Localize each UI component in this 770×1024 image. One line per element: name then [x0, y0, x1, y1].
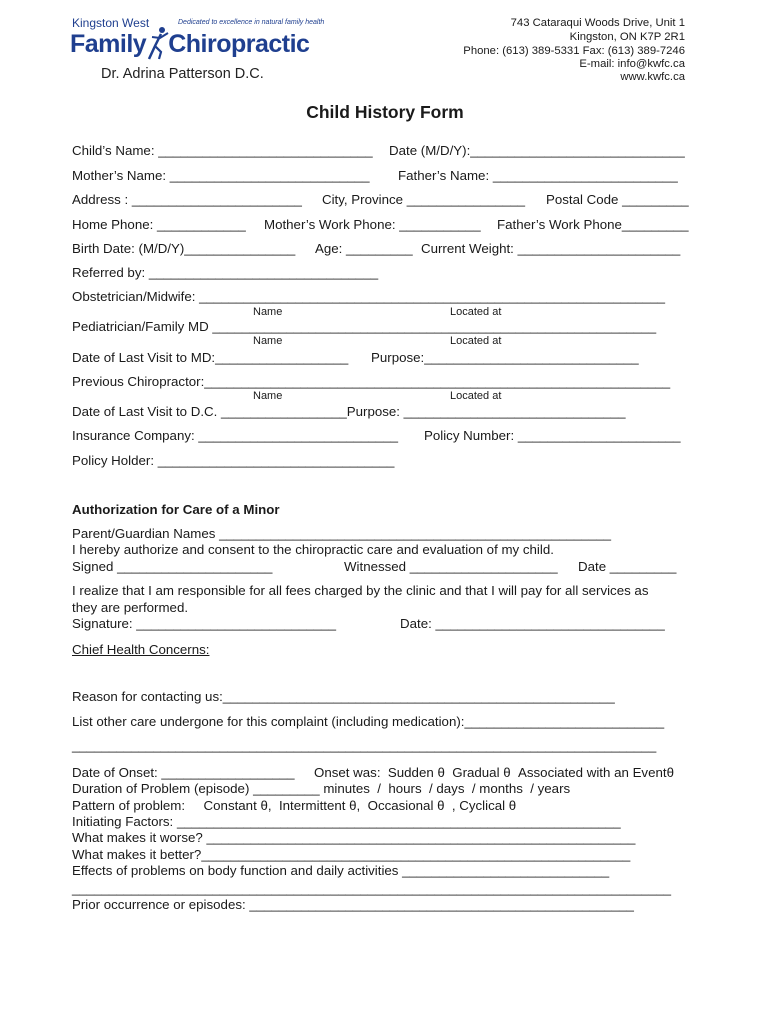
other-care-continued[interactable]: _______________________________________________________________________________ [72, 738, 657, 753]
pediatrician-name-label: Name [253, 335, 283, 347]
signature-field[interactable]: Signature: ___________________________ [72, 616, 336, 631]
date-field[interactable]: Date (M/D/Y):_____________________________ [389, 143, 685, 158]
mothers-work-phone-field[interactable]: Mother’s Work Phone: ___________ [264, 217, 481, 232]
age-field[interactable]: Age: _________ [315, 241, 413, 256]
phone-fax: Phone: (613) 389-5331 Fax: (613) 389-7246 [463, 45, 685, 57]
chiropractor-name-label: Name [253, 390, 283, 402]
logo-tagline: Dedicated to excellence in natural family health [178, 19, 325, 26]
signed-field[interactable]: Signed _____________________ [72, 559, 273, 574]
makes-worse-field[interactable]: What makes it worse? __________________________________________________________ [72, 830, 636, 845]
doctor-name: Dr. Adrina Patterson D.C. [101, 66, 264, 82]
logo-figure-icon [144, 26, 170, 60]
purpose-md-field[interactable]: Purpose:_____________________________ [371, 350, 639, 365]
logo-word-family: Family [70, 30, 147, 58]
logo-wordmark [70, 26, 309, 60]
previous-chiropractor-field[interactable]: Previous Chiropractor:_______________________________________________________________ [72, 374, 671, 389]
guardian-names-field[interactable]: Parent/Guardian Names _____________________________________________________ [72, 526, 612, 541]
birth-date-field[interactable]: Birth Date: (M/D/Y)_______________ [72, 241, 296, 256]
effects-continued[interactable]: _________________________________________________________________________________ [72, 881, 672, 896]
chiropractor-location-label: Located at [450, 390, 502, 402]
consent-statement: I hereby authorize and consent to the chiropractic care and evaluation of my child. [72, 542, 554, 557]
effects-field[interactable]: Effects of problems on body function and daily activities ____________________________ [72, 863, 610, 878]
form-title: Child History Form [306, 102, 464, 122]
pattern-options[interactable]: Pattern of problem: Constant θ, Intermittent θ, Occasional θ , Cyclical θ [72, 798, 517, 813]
insurance-company-field[interactable]: Insurance Company: ___________________________ [72, 428, 399, 443]
chief-concerns-heading: Chief Health Concerns: [72, 642, 210, 657]
website: www.kwfc.ca [620, 71, 685, 83]
authorization-heading: Authorization for Care of a Minor [72, 502, 280, 517]
current-weight-field[interactable]: Current Weight: ______________________ [421, 241, 681, 256]
address-line-1: 743 Cataraqui Woods Drive, Unit 1 [510, 17, 685, 29]
logo-word-chiropractic: Chiropractic [168, 30, 310, 58]
last-visit-dc-field[interactable]: Date of Last Visit to D.C. _________________Purpose: ______________________________ [72, 404, 626, 419]
onset-type-options[interactable]: Onset was: Sudden θ Gradual θ Associated with an Eventθ [314, 765, 674, 780]
onset-date-field[interactable]: Date of Onset: __________________ [72, 765, 295, 780]
fathers-work-phone-field[interactable]: Father’s Work Phone_________ [497, 217, 689, 232]
postal-code-field[interactable]: Postal Code _________ [546, 192, 689, 207]
reason-field[interactable]: Reason for contacting us:_____________________________________________________ [72, 689, 615, 704]
email: E-mail: info@kwfc.ca [579, 58, 685, 70]
policy-number-field[interactable]: Policy Number: ______________________ [424, 428, 681, 443]
makes-better-field[interactable]: What makes it better?__________________________________________________________ [72, 847, 631, 862]
obstetrician-field[interactable]: Obstetrician/Midwife: _______________________________________________________________ [72, 289, 665, 304]
fees-statement-line1: I realize that I am responsible for all fees charged by the clinic and that I will pay for all services as [72, 583, 649, 598]
home-phone-field[interactable]: Home Phone: ____________ [72, 217, 246, 232]
last-visit-md-field[interactable]: Date of Last Visit to MD:__________________ [72, 350, 349, 365]
other-care-field[interactable]: List other care undergone for this complaint (including medication):___________________________ [72, 714, 665, 729]
duration-field[interactable]: Duration of Problem (episode) _________ minutes / hours / days / months / years [72, 781, 571, 796]
obstetrician-location-label: Located at [450, 306, 502, 318]
prior-occurrence-field[interactable]: Prior occurrence or episodes: ____________________________________________________ [72, 897, 634, 912]
witnessed-field[interactable]: Witnessed ____________________ [344, 559, 558, 574]
childs-name-field[interactable]: Child’s Name: _____________________________ [72, 143, 373, 158]
address-line-2: Kingston, ON K7P 2R1 [569, 31, 685, 43]
initiating-factors-field[interactable]: Initiating Factors: ____________________________________________________________ [72, 814, 621, 829]
referred-by-field[interactable]: Referred by: _______________________________ [72, 265, 379, 280]
policy-holder-field[interactable]: Policy Holder: ________________________________ [72, 453, 395, 468]
pediatrician-location-label: Located at [450, 335, 502, 347]
mothers-name-field[interactable]: Mother’s Name: ___________________________ [72, 168, 370, 183]
consent-date-field[interactable]: Date _________ [578, 559, 677, 574]
fees-statement-line2: they are performed. [72, 600, 189, 615]
address-field[interactable]: Address : _______________________ [72, 192, 302, 207]
signature-date-field[interactable]: Date: _______________________________ [400, 616, 665, 631]
fathers-name-field[interactable]: Father’s Name: _________________________ [398, 168, 678, 183]
city-province-field[interactable]: City, Province ________________ [322, 192, 526, 207]
logo-line1: Kingston West [72, 16, 150, 30]
obstetrician-name-label: Name [253, 306, 283, 318]
pediatrician-field[interactable]: Pediatrician/Family MD ____________________________________________________________ [72, 319, 657, 334]
